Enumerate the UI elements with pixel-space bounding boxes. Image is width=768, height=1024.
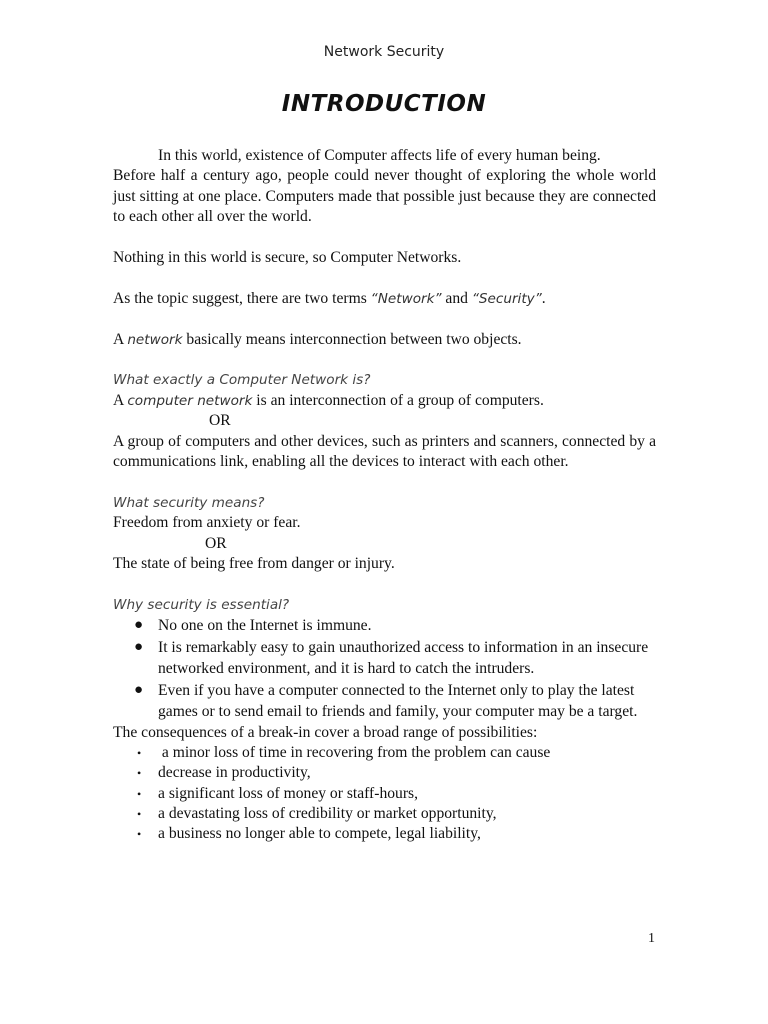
- bullet-icon: •: [137, 806, 142, 821]
- consequences-list: [113, 743, 656, 844]
- list-item: • decrease in productivity,: [113, 763, 656, 783]
- topic-paragraph: As the topic suggest, there are two terms “Network” and “Security”.: [113, 289, 546, 307]
- term-security: “Security”: [471, 290, 542, 307]
- running-header: Network Security: [323, 44, 445, 60]
- bullet-icon: •: [137, 826, 142, 841]
- list-item: • a minor loss of time in recovering from the problem can cause: [113, 743, 656, 763]
- security-statement: Nothing in this world is secure, so Computer Networks.: [113, 249, 462, 267]
- list-item: ● It is remarkably easy to gain unauthorized access to information in an insecure networked environment, and it is hard to catch the intruders.: [134, 638, 649, 678]
- bullet-icon: ●: [134, 681, 144, 698]
- intro-line: In this world, existence of Computer affects life of every human being.: [158, 147, 601, 164]
- page-title: INTRODUCTION: [281, 91, 487, 117]
- list-item: ● Even if you have a computer connected to the Internet only to play the latest games or to send email to friends and family, your computer may be a target.: [134, 681, 638, 721]
- security-definition: Freedom from anxiety or fear.: [113, 514, 301, 532]
- why-security-list: [113, 615, 656, 723]
- question-why-security: Why security is essential?: [113, 596, 290, 613]
- computer-network-definition-alt: A group of computers and other devices, such as printers and scanners, connected by a communications link, enabling all the devices to interact with each other.: [113, 432, 656, 471]
- question-computer-network: What exactly a Computer Network is?: [113, 372, 371, 389]
- bullet-icon: ●: [134, 638, 144, 655]
- list-item: • a business no longer able to compete, legal liability,: [113, 824, 656, 844]
- page-number: 1: [648, 931, 655, 946]
- computer-network-definition: A computer network is an interconnection of a group of computers.: [113, 391, 544, 409]
- list-item: • a significant loss of money or staff-hours,: [113, 784, 656, 804]
- intro-paragraph: Before half a century ago, people could never thought of exploring the whole world just sitting at one place. Computers made that possible just because they are connected to each other all over the world.: [113, 167, 656, 226]
- list-item: ● No one on the Internet is immune.: [113, 615, 656, 637]
- list-item: • a devastating loss of credibility or market opportunity,: [113, 804, 656, 824]
- or-separator: OR: [209, 412, 231, 430]
- or-separator: OR: [205, 534, 227, 552]
- bullet-icon: ●: [134, 617, 144, 634]
- security-definition-alt: The state of being free from danger or injury.: [113, 555, 395, 573]
- document-body: [113, 146, 656, 844]
- term-network: “Network”: [370, 290, 442, 307]
- term-computer-network: computer network: [127, 392, 253, 409]
- bullet-icon: •: [137, 786, 142, 801]
- bullet-icon: •: [137, 746, 142, 761]
- consequences-intro: The consequences of a break-in cover a broad range of possibilities:: [113, 723, 538, 741]
- term-network-italic: network: [127, 331, 183, 348]
- bullet-icon: •: [137, 766, 142, 781]
- network-definition: A network basically means interconnection between two objects.: [113, 330, 522, 348]
- question-security: What security means?: [113, 494, 265, 511]
